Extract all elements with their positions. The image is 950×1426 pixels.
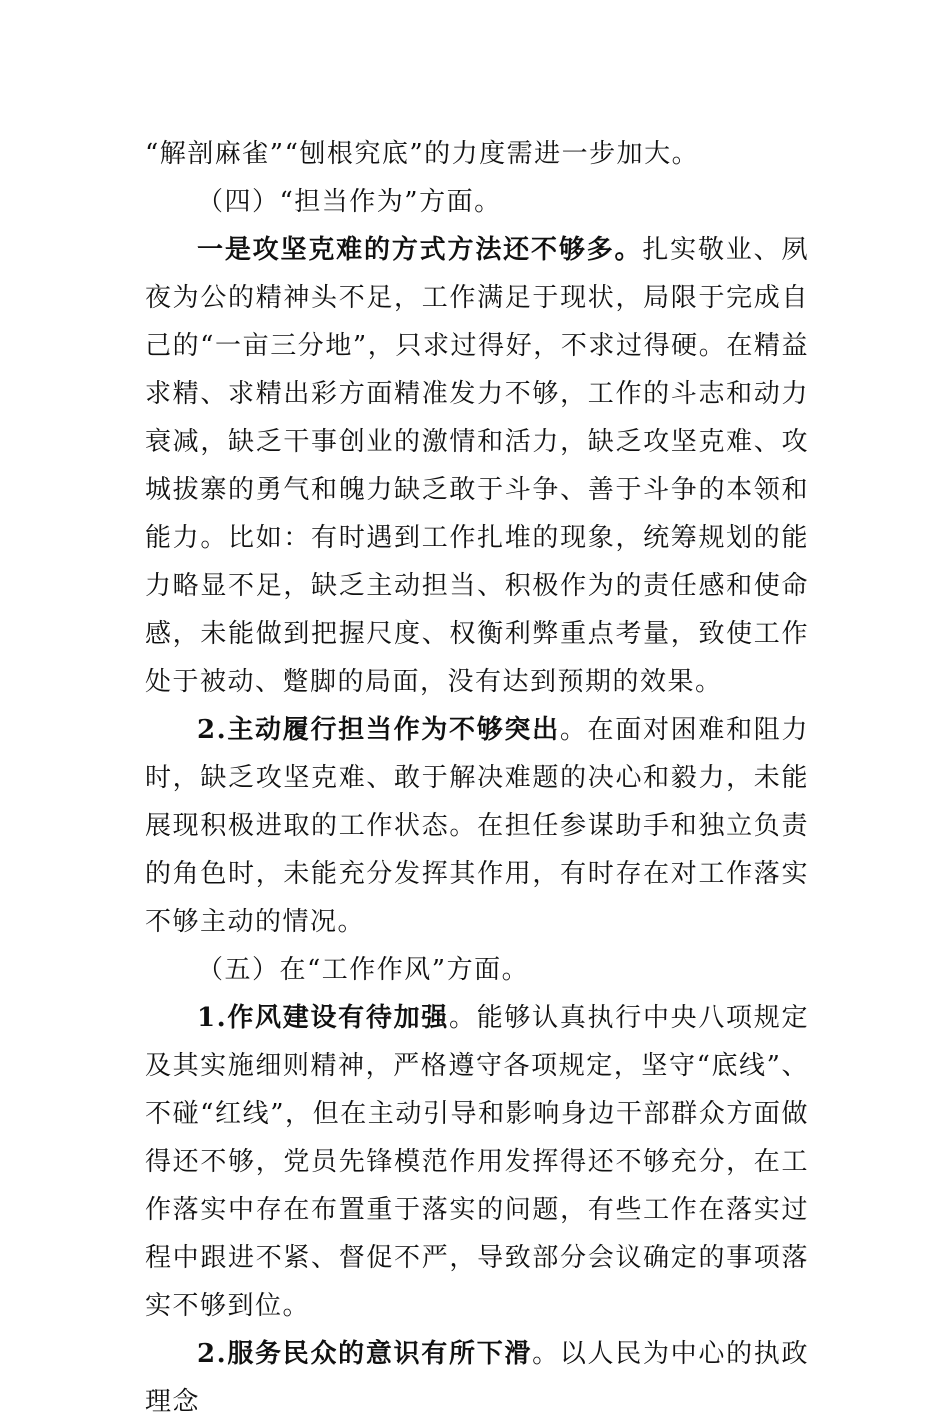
paragraph-bold-lead: 2.主动履行担当作为不够突出 [197, 715, 560, 745]
paragraph-bold-lead: 一是攻坚克难的方式方法还不够多。 [197, 235, 643, 265]
document-body [145, 130, 809, 1426]
paragraph-bold-lead: 2.服务民众的意识有所下滑 [197, 1339, 533, 1369]
paragraph-text: “解剖麻雀”“刨根究底”的力度需进一步加大。 [145, 139, 700, 169]
paragraph-item-serving-public [145, 1330, 809, 1426]
section-heading-four [145, 178, 809, 226]
paragraph-item-responsibility [145, 706, 809, 946]
paragraph-text: 。能够认真执行中央八项规定及其实施细则精神，严格遵守各项规定，坚守“底线”、不碰“红线”，但在主动引导和影响身边干部群众方面做得还不够，党员先锋模范作用发挥得还不够充分，在工作落实中存在布置重于落实的问题，有些工作在落实过程中跟进不紧、督促不严，导致部分会议确定的事项落实不够到位。 [145, 1003, 809, 1321]
paragraph-item-work-style [145, 994, 809, 1330]
section-heading-five [145, 946, 809, 994]
paragraph-continuation [145, 130, 809, 178]
paragraph-bold-lead: 1.作风建设有待加强 [197, 1003, 449, 1033]
paragraph-text: 扎实敬业、夙夜为公的精神头不足，工作满足于现状，局限于完成自己的“一亩三分地”，只求过得好，不求过得硬。在精益求精、求精出彩方面精准发力不够，工作的斗志和动力衰减，缺乏干事创业的激情和活力，缺乏攻坚克难、攻城拔寨的勇气和魄力缺乏敢于斗争、善于斗争的本领和能力。比如：有时遇到工作扎堆的现象，统筹规划的能力略显不足，缺乏主动担当、积极作为的责任感和使命感，未能做到把握尺度、权衡利弊重点考量，致使工作处于被动、蹩脚的局面，没有达到预期的效果。 [145, 235, 809, 697]
paragraph-text: 。在面对困难和阻力时，缺乏攻坚克难、敢于解决难题的决心和毅力，未能展现积极进取的工作状态。在担任参谋助手和独立负责的角色时，未能充分发挥其作用，有时存在对工作落实不够主动的情况。 [145, 715, 809, 937]
heading-text: （四）“担当作为”方面。 [197, 187, 502, 217]
paragraph-item-tackling-difficulties [145, 226, 809, 706]
heading-text: （五）在“工作作风”方面。 [197, 955, 530, 985]
paragraph-text: 。以人民为中心的执政理念 [145, 1339, 809, 1417]
